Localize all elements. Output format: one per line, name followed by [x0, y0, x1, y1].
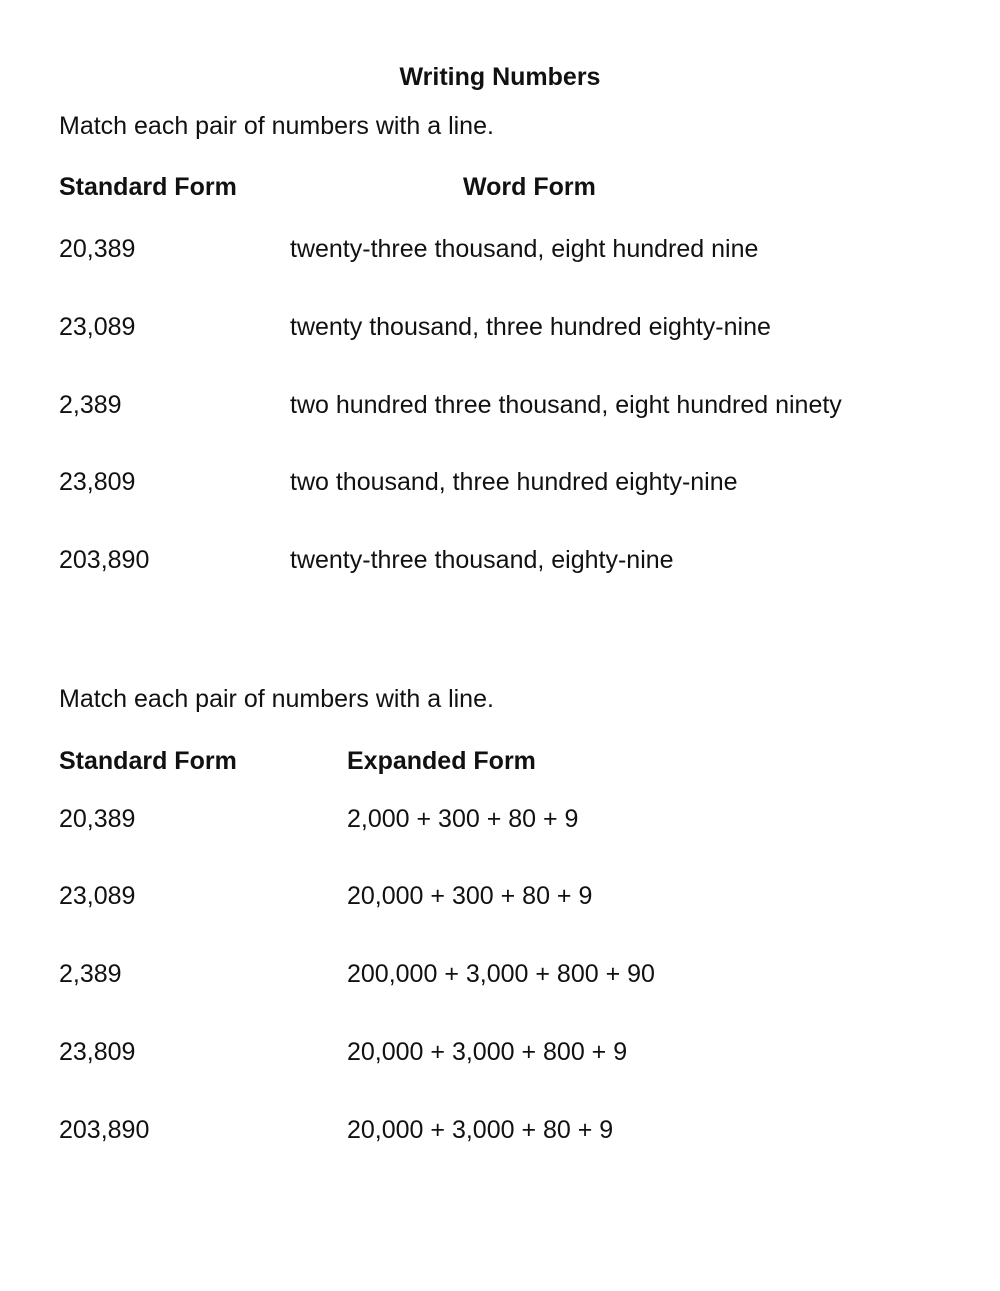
section2-expanded-item[interactable]: 20,000 + 3,000 + 80 + 9 [347, 1116, 614, 1144]
section2-standard-item[interactable]: 20,389 [59, 805, 136, 833]
section1-standard-item[interactable]: 23,089 [59, 313, 136, 341]
section2-header-expanded: Expanded Form [347, 747, 536, 775]
section2-header-standard: Standard Form [59, 747, 237, 775]
section1-standard-item[interactable]: 2,389 [59, 391, 122, 419]
section2-expanded-item[interactable]: 200,000 + 3,000 + 800 + 90 [347, 960, 655, 988]
section2-standard-item[interactable]: 2,389 [59, 960, 122, 988]
section2-expanded-item[interactable]: 20,000 + 300 + 80 + 9 [347, 882, 593, 910]
section2-expanded-item[interactable]: 2,000 + 300 + 80 + 9 [347, 805, 579, 833]
page-title: Writing Numbers [399, 63, 601, 91]
section1-standard-item[interactable]: 23,809 [59, 468, 136, 496]
section2-standard-item[interactable]: 23,809 [59, 1038, 136, 1066]
section1-word-item[interactable]: two thousand, three hundred eighty-nine [290, 468, 738, 496]
section1-word-item[interactable]: two hundred three thousand, eight hundred ninety [290, 391, 842, 419]
section1-instruction: Match each pair of numbers with a line. [59, 112, 494, 140]
section1-header-standard: Standard Form [59, 173, 237, 201]
section2-standard-item[interactable]: 23,089 [59, 882, 136, 910]
section2-standard-item[interactable]: 203,890 [59, 1116, 150, 1144]
section2-instruction: Match each pair of numbers with a line. [59, 685, 494, 713]
section1-word-item[interactable]: twenty-three thousand, eight hundred nine [290, 235, 759, 263]
section1-standard-item[interactable]: 20,389 [59, 235, 136, 263]
section1-word-item[interactable]: twenty-three thousand, eighty-nine [290, 546, 674, 574]
section2-expanded-item[interactable]: 20,000 + 3,000 + 800 + 9 [347, 1038, 628, 1066]
section1-standard-item[interactable]: 203,890 [59, 546, 150, 574]
section1-header-word: Word Form [463, 173, 596, 201]
section1-word-item[interactable]: twenty thousand, three hundred eighty-nine [290, 313, 771, 341]
